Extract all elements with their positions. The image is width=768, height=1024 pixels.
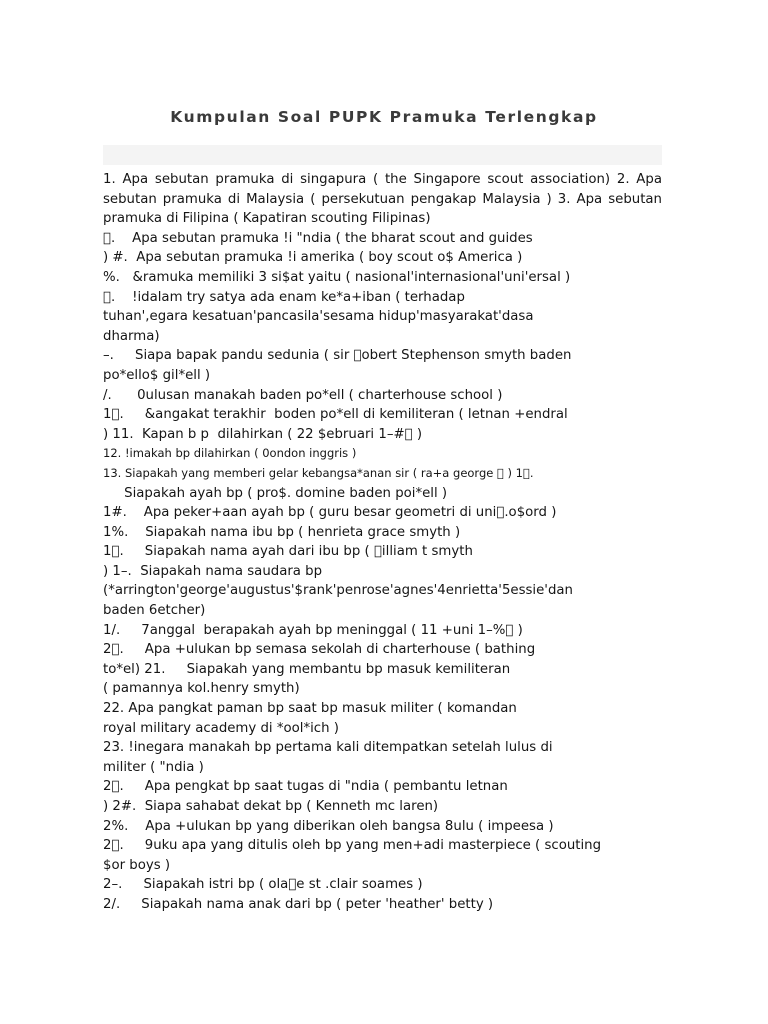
- intro-paragraph: 1. Apa sebutan pramuka di singapura ( the Singapore scout association) 2. Apa sebutan pramuka di Malaysia ( persekutuan pengakap Malaysia ) 3. Apa sebutan pramuka di Filipina ( Kapatiran scouting Filipinas): [103, 172, 662, 227]
- text-line: 1/. 7anggal berapakah ayah bp meninggal ( 11 +uni 1–%  ): [103, 622, 523, 638]
- text-line: Siapakah ayah bp ( pro$. domine baden poi*ell ): [103, 485, 448, 501]
- text-line: 1#. Apa peker+aan ayah bp ( guru besar geometri di uni .o$ord ): [103, 505, 557, 521]
- text-line: 13. Siapakah yang memberi gelar kebangsa*anan sir ( ra+a george   ) 1 .: [103, 465, 534, 480]
- text-line: ) #. Apa sebutan pramuka !i amerika ( boy scout o$ America ): [103, 250, 523, 266]
- text-line: to*el) 21. Siapakah yang membantu bp masuk kemiliteran: [103, 661, 511, 677]
- text-line: 2 . Apa pengkat bp saat tugas di "ndia ( pembantu letnan: [103, 779, 508, 795]
- text-line: tuhan',egara kesatuan'pancasila'sesama hidup'masyarakat'dasa: [103, 309, 534, 325]
- text-line: 1%. Siapakah nama ibu bp ( henrieta grace smyth ): [103, 524, 461, 540]
- text-line: ) 2#. Siapa sahabat dekat bp ( Kenneth mc laren): [103, 799, 439, 814]
- text-line: $or boys ): [103, 857, 171, 873]
- text-line: dharma): [103, 328, 160, 344]
- text-line: 1 . &angakat terakhir boden po*ell di kemiliteran ( letnan +endral: [103, 407, 568, 423]
- text-line: 23. !inegara manakah bp pertama kali ditempatkan setelah lulus di: [103, 740, 553, 756]
- text-line: 2–. Siapakah istri bp ( ola e st .clair soames ): [103, 877, 423, 893]
- text-line: po*ello$ gil*ell ): [103, 367, 211, 383]
- text-line:  . Apa sebutan pramuka !i "ndia ( the bharat scout and guides: [103, 230, 533, 246]
- text-line: ) 1–. Siapakah nama saudara bp: [103, 563, 323, 579]
- text-line: militer ( "ndia ): [103, 759, 204, 775]
- header-band: [103, 145, 662, 165]
- text-line: 22. Apa pangkat paman bp saat bp masuk militer ( komandan: [103, 701, 517, 717]
- text-line: 2 . Apa +ulukan bp semasa sekolah di charterhouse ( bathing: [103, 642, 536, 658]
- text-line:  . !idalam try satya ada enam ke*a+iban ( terhadap: [103, 289, 465, 305]
- text-line: 2%. Apa +ulukan bp yang diberikan oleh bangsa 8ulu ( impeesa ): [103, 818, 554, 834]
- text-line: %. &ramuka memiliki 3 si$at yaitu ( nasional'internasional'uni'ersal ): [103, 269, 571, 285]
- text-line: –. Siapa bapak pandu sedunia ( sir  obert Stephenson smyth baden: [103, 348, 572, 364]
- page-title: Kumpulan Soal PUPK Pramuka Terlengkap: [170, 108, 598, 126]
- text-line: 1 . Siapakah nama ayah dari ibu bp ( ⓢilliam t smyth: [103, 544, 473, 560]
- text-line: 12. !imakah bp dilahirkan ( 0ondon inggris ): [103, 446, 357, 461]
- text-line: /. 0ulusan manakah baden po*ell ( charterhouse school ): [103, 387, 503, 403]
- text-line: ) 11. Kapan b p dilahirkan ( 22 $ebruari 1–#  ): [103, 426, 423, 442]
- text-line: 2 . 9uku apa yang ditulis oleh bp yang men+adi masterpiece ( scouting: [103, 838, 602, 854]
- text-line: ( pamannya kol.henry smyth): [103, 681, 300, 697]
- document-body: [103, 170, 662, 915]
- text-line: (*arrington'george'augustus'$rank'penrose'agnes'4enrietta'5essie'dan: [103, 583, 573, 599]
- text-line: royal military academy di *ool*ich ): [103, 720, 339, 736]
- text-line: 2/. Siapakah nama anak dari bp ( peter 'heather' betty ): [103, 896, 494, 912]
- text-line: baden 6etcher): [103, 603, 206, 619]
